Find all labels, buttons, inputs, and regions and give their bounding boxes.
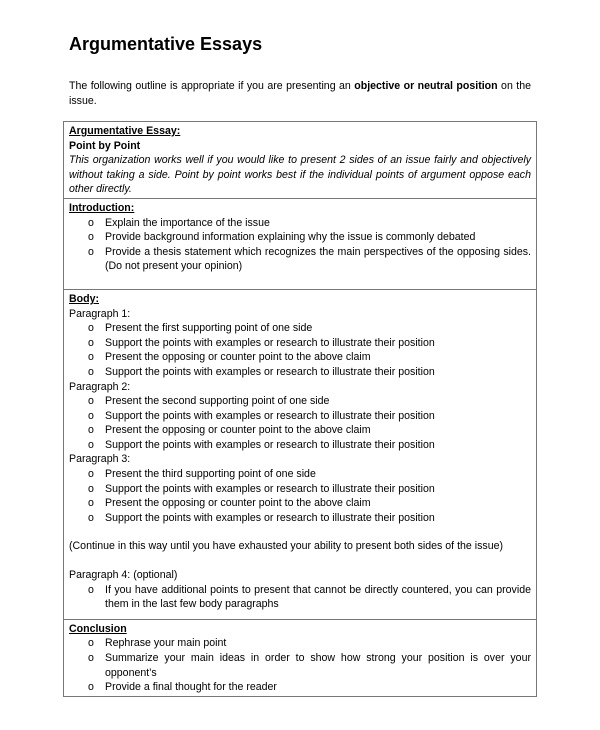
- list-item-text: Provide a final thought for the reader: [105, 681, 277, 694]
- list-item-text: Present the opposing or counter point to the above claim: [105, 424, 371, 437]
- list-item-text: Explain the importance of the issue: [105, 216, 270, 229]
- list-item-text: Provide a thesis statement which recognizes the main perspectives of the opposing sides. (Do not present your opinion): [105, 245, 531, 273]
- bullet-icon: o: [88, 681, 94, 694]
- intro-text-start: The following outline is appropriate if you are presenting an: [69, 80, 355, 92]
- list-item: [69, 651, 531, 680]
- list-item: [69, 482, 531, 497]
- bullet-icon: o: [88, 336, 94, 349]
- list-item: [69, 496, 531, 511]
- spacer: [69, 612, 531, 618]
- outline-header-section: [64, 122, 536, 199]
- page-title: Argumentative Essays: [69, 34, 263, 54]
- bullet-icon: o: [88, 652, 94, 664]
- paragraph-label: Paragraph 3:: [69, 453, 131, 466]
- section-heading: Introduction:: [69, 201, 135, 214]
- list-item-text: Present the opposing or counter point to the above claim: [105, 351, 371, 364]
- bullet-icon: o: [88, 365, 94, 378]
- list-item: [69, 216, 531, 231]
- continue-note: (Continue in this way until you have exhausted your ability to present both sides of the issue): [69, 540, 504, 553]
- list-item-text: Support the points with examples or research to illustrate their position: [105, 336, 435, 349]
- spacer: [69, 525, 531, 539]
- list-item-text: Support the points with examples or research to illustrate their position: [105, 438, 435, 451]
- list-item-text: Present the third supporting point of one side: [105, 468, 316, 481]
- bullet-icon: o: [88, 438, 94, 451]
- list-item: [69, 350, 531, 365]
- list-item-text: Present the second supporting point of one side: [105, 395, 330, 408]
- bullet-icon: o: [88, 395, 94, 408]
- intro-emphasis: objective or neutral position: [354, 80, 498, 92]
- section-heading: Conclusion: [69, 622, 127, 635]
- section-subtitle: Point by Point: [69, 139, 141, 152]
- bullet-icon: o: [88, 482, 94, 495]
- intro-text-end: on the issue.: [69, 80, 531, 107]
- paragraph-label: Paragraph 4: (optional): [69, 569, 178, 582]
- intro-paragraph: [69, 79, 531, 109]
- spacer: [69, 554, 531, 568]
- bullet-list: [69, 467, 531, 525]
- list-item: [69, 583, 531, 612]
- list-item-text: Support the points with examples or research to illustrate their position: [105, 409, 435, 422]
- bullet-icon: o: [88, 424, 94, 437]
- bullet-list: [69, 216, 531, 274]
- list-item: [69, 680, 531, 695]
- introduction-section: [64, 199, 536, 290]
- list-item-text: Support the points with examples or research to illustrate their position: [105, 511, 435, 524]
- list-item: [69, 467, 531, 482]
- list-item: [69, 365, 531, 380]
- bullet-icon: o: [88, 231, 94, 244]
- list-item-text: Summarize your main ideas in order to show how strong your position is over your opponent’s: [105, 652, 531, 679]
- body-section: [64, 290, 536, 620]
- bullet-icon: o: [88, 637, 94, 650]
- list-item: [69, 394, 531, 409]
- bullet-icon: o: [88, 468, 94, 481]
- spacer: [69, 274, 531, 288]
- bullet-list: [69, 394, 531, 452]
- list-item: [69, 336, 531, 351]
- conclusion-section: [64, 620, 536, 696]
- bullet-icon: o: [88, 583, 94, 596]
- outline-table: [63, 121, 537, 697]
- list-item-text: Rephrase your main point: [105, 637, 227, 650]
- bullet-icon: o: [88, 497, 94, 510]
- list-item-text: Support the points with examples or research to illustrate their position: [105, 482, 435, 495]
- section-description: This organization works well if you would like to present 2 sides of an issue fairly and objectively without taking a side. Point by point works best if the individual points of argument oppose each other directly.: [69, 154, 531, 196]
- bullet-icon: o: [88, 351, 94, 364]
- list-item-text: Present the first supporting point of one side: [105, 322, 313, 335]
- bullet-icon: o: [88, 511, 94, 524]
- list-item: [69, 423, 531, 438]
- list-item-text: If you have additional points to present that cannot be directly countered, you can provide them in the last few body paragraphs: [105, 583, 531, 611]
- list-item-text: Provide background information explaining why the issue is commonly debated: [105, 231, 476, 244]
- list-item: [69, 321, 531, 336]
- list-item: [69, 636, 531, 651]
- paragraph-label: Paragraph 2:: [69, 380, 131, 393]
- bullet-icon: o: [88, 216, 94, 229]
- list-item: [69, 409, 531, 424]
- section-heading: Body:: [69, 292, 100, 305]
- list-item: [69, 245, 531, 274]
- list-item-text: Support the points with examples or research to illustrate their position: [105, 365, 435, 378]
- bullet-list: [69, 583, 531, 612]
- bullet-icon: o: [88, 409, 94, 422]
- paragraph-label: Paragraph 1:: [69, 307, 131, 320]
- list-item: [69, 230, 531, 245]
- bullet-list: [69, 321, 531, 379]
- section-heading: Argumentative Essay:: [69, 125, 181, 137]
- bullet-list: [69, 636, 531, 694]
- list-item-text: Present the opposing or counter point to the above claim: [105, 497, 371, 510]
- bullet-icon: o: [88, 245, 94, 258]
- list-item: [69, 511, 531, 526]
- list-item: [69, 438, 531, 453]
- bullet-icon: o: [88, 322, 94, 335]
